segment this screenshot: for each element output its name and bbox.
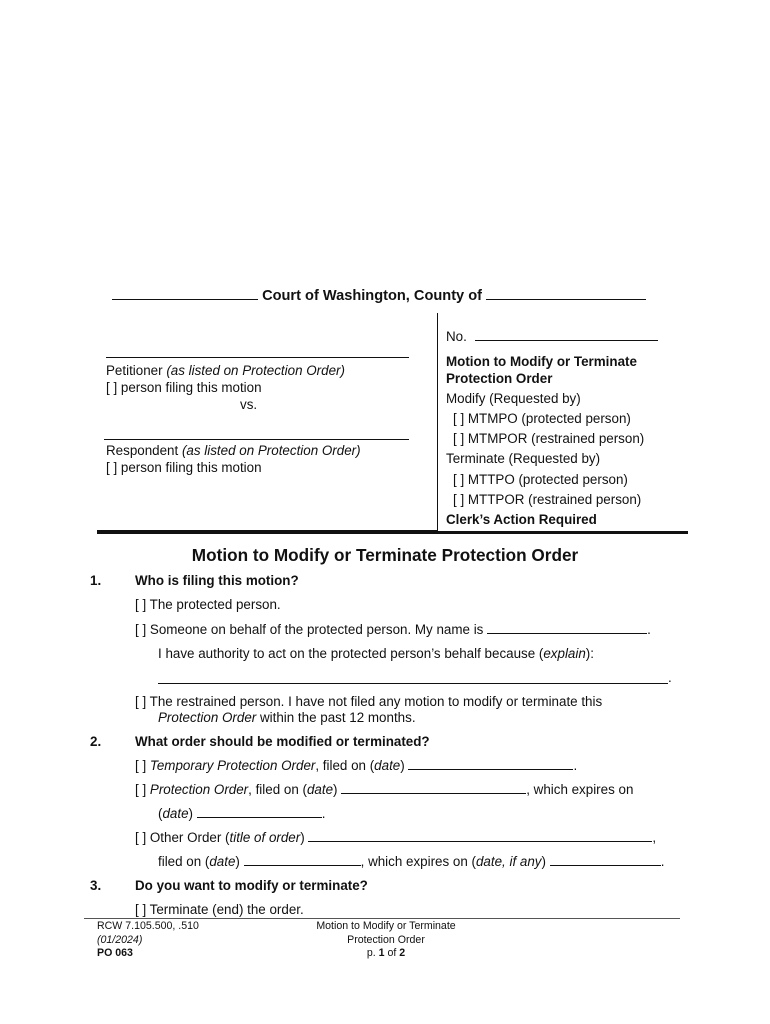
temporary-order-date-field[interactable] (408, 758, 573, 770)
county-blank-left[interactable] (112, 288, 258, 300)
q3-option-terminate[interactable]: [ ] Terminate (end) the order. (135, 902, 304, 917)
q1-option-behalf[interactable]: [ ] Someone on behalf of the protected person. My name is . (135, 622, 651, 637)
footer-form-number: PO 063 (97, 947, 133, 959)
q3-number: 3. (90, 878, 102, 893)
other-order-expiry-date-field[interactable] (550, 854, 661, 866)
q2-protection-expiry: (date) . (158, 806, 326, 821)
protection-order-filed-date-field[interactable] (341, 782, 526, 794)
q2-option-temporary[interactable]: [ ] Temporary Protection Order, filed on (date) . (135, 758, 578, 773)
petitioner-checkbox[interactable]: [ ] person filing this motion (106, 380, 262, 395)
authority-line-period: . (668, 670, 672, 685)
q2-number: 2. (90, 734, 102, 749)
vs-label: vs. (240, 397, 258, 412)
petitioner-label-line: Petitioner (as listed on Protection Order) (106, 363, 345, 378)
footer-title-2: Protection Order (347, 933, 425, 946)
side-title-2: Protection Order (446, 371, 553, 386)
footer-rule (84, 918, 680, 919)
respondent-name-field[interactable] (104, 439, 409, 440)
q1-question: Who is filing this motion? (135, 573, 299, 588)
protection-order-expiry-date-field[interactable] (197, 806, 322, 818)
case-number-field[interactable] (475, 329, 658, 341)
respondent-label-line: Respondent (as listed on Protection Order) (106, 443, 361, 458)
mtmpor-checkbox[interactable]: [ ] MTMPOR (restrained person) (453, 431, 645, 446)
other-order-title-field[interactable] (308, 830, 652, 842)
respondent-checkbox[interactable]: [ ] person filing this motion (106, 460, 262, 475)
q1-number: 1. (90, 573, 102, 588)
footer-rcw: RCW 7.105.500, .510 (97, 920, 199, 932)
q1-option-restrained-line2: Protection Order within the past 12 months. (158, 710, 416, 725)
document-title: Motion to Modify or Terminate Protection Order (191, 545, 579, 565)
footer-page: p. 1 of 2 (366, 947, 406, 959)
q2-other-dates: filed on (date) , which expires on (date, if any) . (158, 854, 665, 869)
other-order-filed-date-field[interactable] (244, 854, 361, 866)
authority-explain-field[interactable] (158, 683, 668, 684)
court-header (112, 288, 646, 304)
q1-option-protected[interactable]: [ ] The protected person. (135, 597, 281, 612)
terminate-label: Terminate (Requested by) (446, 451, 601, 466)
q2-option-other[interactable]: [ ] Other Order (title of order) , (135, 830, 657, 845)
case-number: No. (446, 329, 658, 344)
q2-option-protection[interactable]: [ ] Protection Order, filed on (date) , which expires on (135, 782, 634, 797)
caption-rule-thick (97, 531, 688, 534)
q1-authority: I have authority to act on the protected person’s behalf because (explain): (158, 646, 594, 661)
side-title-1: Motion to Modify or Terminate (446, 354, 637, 369)
court-header-text: Court of Washington, County of (262, 288, 483, 304)
county-name-field[interactable] (486, 288, 646, 300)
mttpo-checkbox[interactable]: [ ] MTTPO (protected person) (453, 472, 628, 487)
mttpor-checkbox[interactable]: [ ] MTTPOR (restrained person) (453, 492, 642, 507)
mtmpo-checkbox[interactable]: [ ] MTMPO (protected person) (453, 411, 631, 426)
footer-date: (01/2024) (97, 933, 143, 946)
q2-question: What order should be modified or terminated? (135, 734, 430, 749)
footer-center (286, 920, 486, 961)
clerk-action: Clerk’s Action Required (446, 512, 597, 527)
footer-title-1: Motion to Modify or Terminate (316, 920, 456, 932)
petitioner-name-field[interactable] (106, 357, 409, 358)
footer-left (97, 920, 199, 961)
filer-name-field[interactable] (487, 622, 647, 634)
q3-question: Do you want to modify or terminate? (135, 878, 368, 893)
q1-option-restrained[interactable]: [ ] The restrained person. I have not filed any motion to modify or terminate this (135, 694, 603, 709)
caption-divider (437, 313, 438, 531)
modify-label: Modify (Requested by) (446, 391, 581, 406)
